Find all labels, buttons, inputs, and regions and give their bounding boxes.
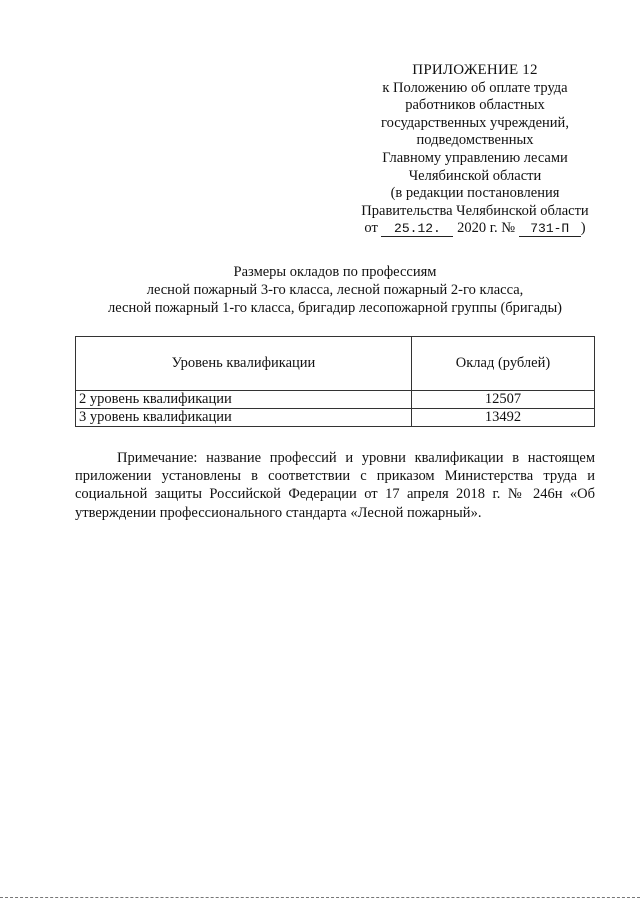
appendix-date-line xyxy=(340,220,610,238)
table-heading xyxy=(60,263,610,317)
appendix-line: государственных учреждений, xyxy=(381,114,569,131)
note-paragraph: Примечание: название профессий и уровни квалификации в настоящем приложении установлены в соответствии с приказом Министерства труда и социальной защиты Российской Федерации от 17 апреля 2018 г. № 246н «Об утверждении профессионального стандарта «Лесной пожарный». xyxy=(75,450,595,521)
appendix-block xyxy=(340,62,610,238)
appendix-line: подведомственных xyxy=(416,132,534,149)
table-row xyxy=(76,409,595,427)
number-field: 731-П xyxy=(519,222,581,237)
qualification-cell: 2 уровень квалификации xyxy=(76,391,412,409)
salary-cell: 13492 xyxy=(412,409,595,427)
qualification-cell: 3 уровень квалификации xyxy=(76,409,412,427)
date-prefix: от xyxy=(364,220,378,237)
appendix-line: (в редакции постановления xyxy=(390,185,560,202)
table-header-row xyxy=(76,337,595,391)
appendix-line: работников областных xyxy=(405,97,545,114)
appendix-line: Правительства Челябинской области xyxy=(361,202,589,219)
date-field: 25.12. xyxy=(381,222,453,237)
salary-table xyxy=(75,336,595,427)
appendix-line: Главному управлению лесами xyxy=(382,149,568,166)
appendix-line: к Положению об оплате труда xyxy=(382,79,568,96)
header-qualification-level: Уровень квалификации xyxy=(76,337,412,391)
heading-line: Размеры окладов по профессиям xyxy=(233,264,437,280)
page-bottom-divider xyxy=(0,897,640,898)
appendix-line: Челябинской области xyxy=(408,167,542,184)
table-row xyxy=(76,391,595,409)
salary-cell: 12507 xyxy=(412,391,595,409)
appendix-title: ПРИЛОЖЕНИЕ 12 xyxy=(412,62,538,78)
closing-paren: ) xyxy=(580,220,586,237)
heading-line: лесной пожарный 3-го класса, лесной пожарный 2-го класса, xyxy=(146,282,524,298)
header-salary: Оклад (рублей) xyxy=(412,337,595,391)
year-label: 2020 г. № xyxy=(457,220,516,237)
heading-line: лесной пожарный 1-го класса, бригадир лесопожарной группы (бригады) xyxy=(107,300,563,316)
